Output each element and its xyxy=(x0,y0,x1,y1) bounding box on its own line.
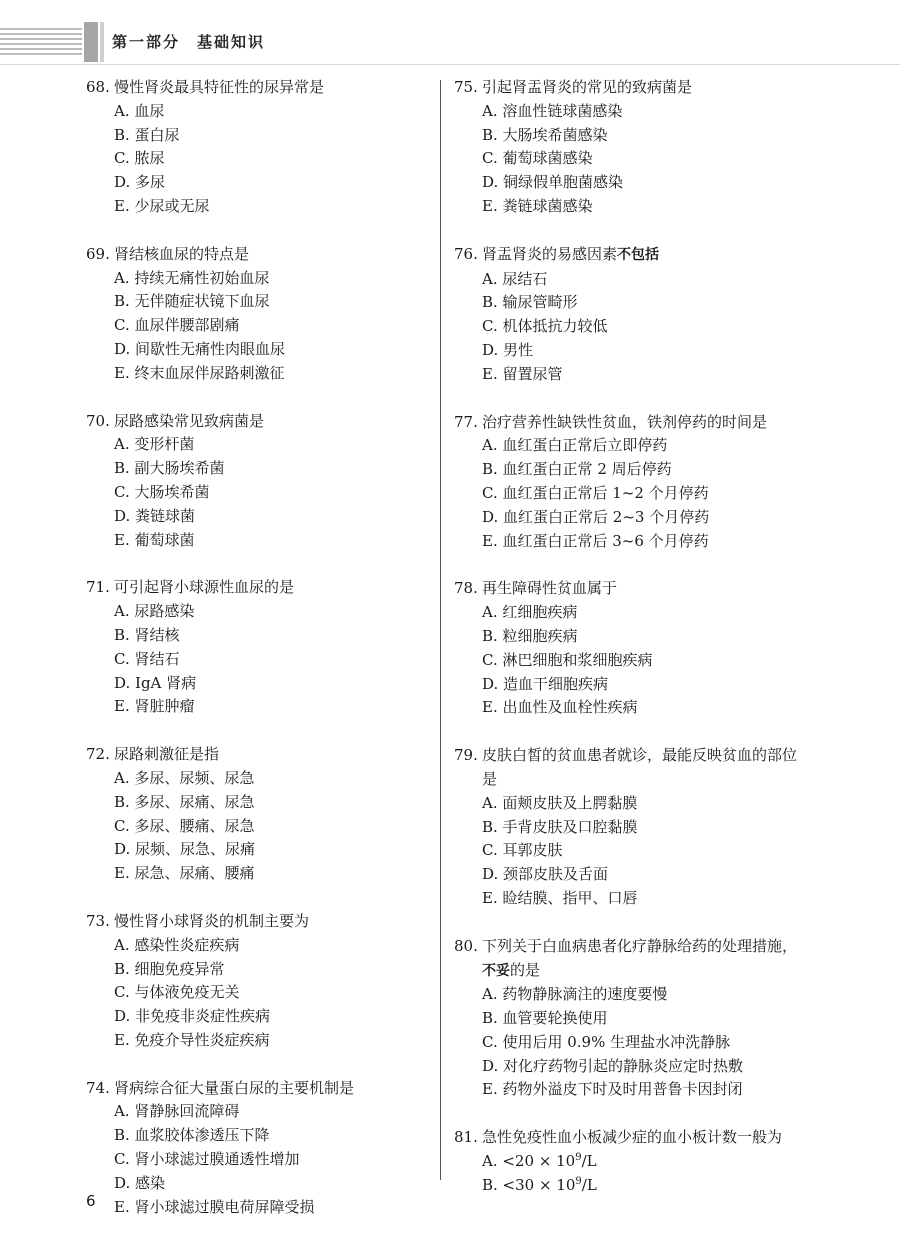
answer-option: D. 间歇性无痛性肉眼血尿 xyxy=(114,339,286,358)
answer-option: C. 血尿伴腰部剧痛 xyxy=(114,316,240,335)
answer-option: D. 铜绿假单胞菌感染 xyxy=(482,173,624,192)
answer-option: E. 药物外溢皮下时及时用普鲁卡因封闭 xyxy=(482,1080,743,1099)
question-item xyxy=(86,1077,436,1220)
question-text xyxy=(482,577,804,601)
question-text xyxy=(482,1126,804,1150)
question-stem xyxy=(86,910,436,934)
question-stem-text: 尿路感染常见致病菌是 xyxy=(114,411,265,430)
answer-option: A. 多尿、尿频、尿急 xyxy=(114,768,255,787)
question-stem-text: 可引起肾小球源性血尿的是 xyxy=(114,578,295,597)
question-text xyxy=(114,910,436,934)
header-block-thin xyxy=(100,22,104,62)
answer-option: A. 尿路感染 xyxy=(114,602,195,621)
answer-option: A. 药物静脉滴注的速度要慢 xyxy=(482,985,668,1004)
question-stem xyxy=(454,1126,804,1150)
answer-option: A. 溶血性链球菌感染 xyxy=(482,101,623,120)
question-stem-text: 治疗营养性缺铁性贫血，铁剂停药的时间是 xyxy=(482,412,768,431)
answer-option: B. 血红蛋白正常 2 周后停药 xyxy=(482,460,672,479)
answer-option: C. 机体抵抗力较低 xyxy=(482,317,608,336)
question-stem-text: 肾盂肾炎的易感因素 xyxy=(482,244,618,263)
option-text: A. <20 × 10 xyxy=(482,1152,576,1171)
question-text xyxy=(482,935,804,984)
question-emphasis: 不包括 xyxy=(617,246,660,263)
answer-option: B. 输尿管畸形 xyxy=(482,293,578,312)
answer-option: C. 肾结石 xyxy=(114,649,180,668)
question-item xyxy=(454,411,804,554)
page-number: 6 xyxy=(86,1192,96,1210)
answer-option: C. 使用后用 0.9% 生理盐水冲洗静脉 xyxy=(482,1032,731,1051)
answer-option: B. 肾结核 xyxy=(114,625,180,644)
answer-option xyxy=(482,1150,644,1174)
question-number: 69. xyxy=(86,244,110,263)
answer-option: C. 与体液免疫无关 xyxy=(114,983,240,1002)
answer-option: A. 红细胞疾病 xyxy=(482,603,578,622)
answer-option: D. 血红蛋白正常后 2~3 个月停药 xyxy=(482,507,710,526)
answer-option: C. 耳郭皮肤 xyxy=(482,841,563,860)
question-stem-tail: 的是 xyxy=(510,960,541,979)
header-block xyxy=(84,22,98,62)
answer-option: D. 造血干细胞疾病 xyxy=(482,674,609,693)
answer-option: B. 大肠埃希菌感染 xyxy=(482,125,608,144)
answer-option: D. 粪链球菌 xyxy=(114,506,196,525)
question-stem xyxy=(454,744,804,792)
question-stem xyxy=(86,76,436,100)
answer-option: E. 血红蛋白正常后 3~6 个月停药 xyxy=(482,531,709,550)
answer-option: E. 睑结膜、指甲、口唇 xyxy=(482,888,638,907)
question-text xyxy=(114,410,436,434)
question-stem xyxy=(454,411,804,435)
option-exponent: 9 xyxy=(575,1152,582,1164)
option-grid xyxy=(86,600,436,695)
answer-option: B. 手背皮肤及口腔黏膜 xyxy=(482,817,638,836)
question-number: 74. xyxy=(86,1078,110,1097)
question-text xyxy=(114,243,436,267)
question-stem-text: 急性免疫性血小板减少症的血小板计数一般为 xyxy=(482,1128,783,1147)
question-item xyxy=(454,1126,804,1197)
answer-option: C. 脓尿 xyxy=(114,149,165,168)
question-item xyxy=(86,576,436,719)
question-item xyxy=(454,935,804,1103)
question-item xyxy=(86,243,436,386)
question-number: 73. xyxy=(86,911,110,930)
question-stem-text: 肾病综合征大量蛋白尿的主要机制是 xyxy=(114,1078,355,1097)
answer-option: D. 感染 xyxy=(114,1173,166,1192)
option-text: B. <30 × 10 xyxy=(482,1175,576,1194)
answer-option: B. 细胞免疫异常 xyxy=(114,959,225,978)
question-text xyxy=(482,411,804,435)
answer-option: C. 大肠埃希菌 xyxy=(114,482,210,501)
question-emphasis: 不妥 xyxy=(482,962,510,979)
option-unit: /L xyxy=(581,1152,597,1171)
question-number: 76. xyxy=(454,244,478,263)
section-title: 第一部分 基础知识 xyxy=(112,33,266,51)
question-number: 72. xyxy=(86,745,110,764)
answer-option: C. 淋巴细胞和浆细胞疾病 xyxy=(482,650,653,669)
answer-option: D. IgA 肾病 xyxy=(114,673,197,692)
question-item xyxy=(86,410,436,553)
header-rule xyxy=(0,64,900,65)
question-number: 71. xyxy=(86,578,110,597)
question-text xyxy=(482,744,804,792)
question-stem-text: 慢性肾炎最具特征性的尿异常是 xyxy=(114,78,325,96)
answer-option: E. 出血性及血栓性疾病 xyxy=(482,698,638,717)
answer-option: C. 多尿、腰痛、尿急 xyxy=(114,816,255,835)
answer-option: B. 无伴随症状镜下血尿 xyxy=(114,292,270,311)
answer-option: D. 对化疗药物引起的静脉炎应定时热敷 xyxy=(482,1056,744,1075)
question-text xyxy=(114,576,436,600)
answer-option: B. 多尿、尿痛、尿急 xyxy=(114,792,255,811)
answer-option: B. 蛋白尿 xyxy=(114,125,180,144)
answer-option: A. 尿结石 xyxy=(482,269,548,288)
question-item xyxy=(454,76,804,219)
question-number: 79. xyxy=(454,746,478,765)
answer-option: E. 免疫介导性炎症疾病 xyxy=(114,1030,270,1049)
question-item xyxy=(454,744,804,911)
answer-option: A. 血尿 xyxy=(114,101,165,120)
answer-option: A. 持续无痛性初始血尿 xyxy=(114,268,270,287)
answer-option: E. 肾小球滤过膜电荷屏障受损 xyxy=(114,1197,315,1216)
answer-option: B. 粒细胞疾病 xyxy=(482,626,578,645)
answer-option: A. 血红蛋白正常后立即停药 xyxy=(482,436,668,455)
question-stem-text: 皮肤白皙的贫血患者就诊，最能反映贫血的部位是 xyxy=(482,746,798,788)
answer-option xyxy=(482,1174,644,1198)
question-text xyxy=(114,743,436,767)
question-stem-text: 慢性肾小球肾炎的机制主要为 xyxy=(114,911,310,930)
question-number: 70. xyxy=(86,411,110,430)
answer-option: B. 血管要轮换使用 xyxy=(482,1009,608,1028)
question-stem xyxy=(86,743,436,767)
answer-option: D. 男性 xyxy=(482,340,534,359)
question-number: 75. xyxy=(454,78,478,96)
question-stem xyxy=(86,576,436,600)
answer-option: A. 感染性炎症疾病 xyxy=(114,935,240,954)
page-header xyxy=(0,22,900,70)
question-number: 80. xyxy=(454,936,478,955)
option-grid xyxy=(454,1150,804,1198)
question-stem xyxy=(454,935,804,984)
question-stem xyxy=(454,76,804,100)
answer-option: A. 面颊皮肤及上腭黏膜 xyxy=(482,793,638,812)
option-unit: /L xyxy=(581,1175,597,1194)
question-number: 81. xyxy=(454,1128,478,1147)
question-item xyxy=(454,243,804,387)
left-column xyxy=(86,76,436,1243)
question-item xyxy=(86,743,436,886)
answer-option: A. 变形杆菌 xyxy=(114,435,195,454)
question-text xyxy=(114,76,436,100)
column-divider xyxy=(440,80,441,1180)
question-stem xyxy=(86,410,436,434)
answer-option: E. 粪链球菌感染 xyxy=(482,196,593,215)
question-text xyxy=(482,243,804,268)
answer-option: D. 非免疫非炎症性疾病 xyxy=(114,1007,271,1026)
question-number: 68. xyxy=(86,78,110,96)
option-exponent: 9 xyxy=(575,1175,582,1187)
answer-option: E. 葡萄球菌 xyxy=(114,530,195,549)
question-stem-text: 下列关于白血病患者化疗静脉给药的处理措施， xyxy=(482,936,798,955)
question-text xyxy=(114,1077,436,1101)
answer-option: B. 副大肠埃希菌 xyxy=(114,459,225,478)
question-stem-text: 肾结核血尿的特点是 xyxy=(114,244,250,263)
header-stripes xyxy=(0,28,82,58)
answer-option: D. 尿频、尿急、尿痛 xyxy=(114,840,256,859)
question-item xyxy=(86,76,436,219)
question-stem-text: 再生障碍性贫血属于 xyxy=(482,579,618,598)
question-stem xyxy=(454,243,804,268)
question-stem xyxy=(86,243,436,267)
question-number: 78. xyxy=(454,579,478,598)
answer-option: D. 多尿 xyxy=(114,173,166,192)
question-text xyxy=(482,76,804,100)
answer-option: E. 终末血尿伴尿路刺激征 xyxy=(114,363,285,382)
answer-option: C. 肾小球滤过膜通透性增加 xyxy=(114,1150,300,1169)
question-item xyxy=(454,577,804,720)
answer-option: E. 肾脏肿瘤 xyxy=(114,697,195,716)
answer-option: C. 葡萄球菌感染 xyxy=(482,149,593,168)
answer-option: B. 血浆胶体渗透压下降 xyxy=(114,1126,270,1145)
answer-option: E. 少尿或无尿 xyxy=(114,196,210,215)
question-item xyxy=(86,910,436,1053)
answer-option: D. 颈部皮肤及舌面 xyxy=(482,865,609,884)
answer-option: E. 尿急、尿痛、腰痛 xyxy=(114,864,255,883)
question-stem xyxy=(86,1077,436,1101)
answer-option: E. 留置尿管 xyxy=(482,364,563,383)
answer-option: A. 肾静脉回流障碍 xyxy=(114,1102,240,1121)
question-number: 77. xyxy=(454,412,478,431)
question-stem-text: 引起肾盂肾炎的常见的致病菌是 xyxy=(482,78,693,96)
question-stem-text: 尿路刺激征是指 xyxy=(114,745,220,764)
right-column xyxy=(454,76,804,1222)
question-stem xyxy=(454,577,804,601)
answer-option: C. 血红蛋白正常后 1~2 个月停药 xyxy=(482,483,709,502)
